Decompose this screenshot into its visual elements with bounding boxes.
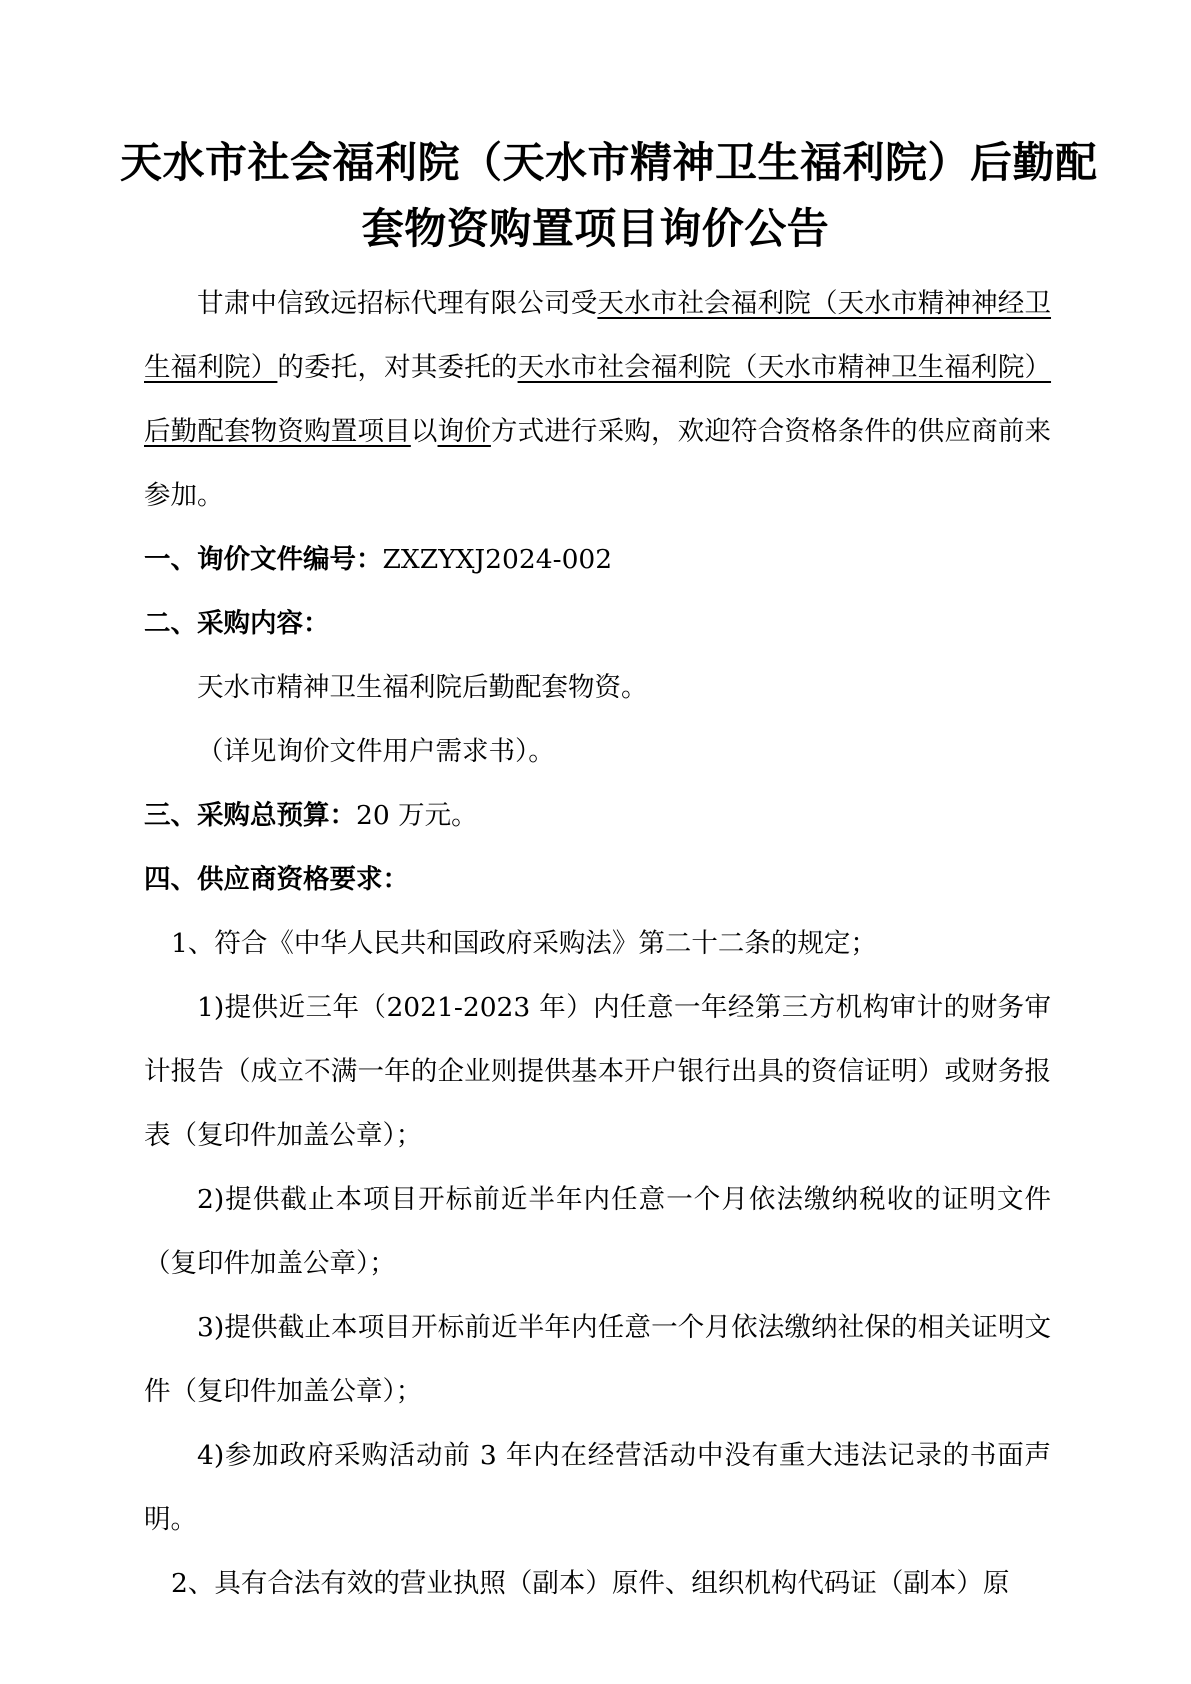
intro-tail: 方式进行采购，欢迎符合资格条件的供应商前来参加。 bbox=[144, 416, 1052, 511]
document-number: ZXZYXJ2024-002 bbox=[382, 544, 613, 575]
procurement-content: 天水市精神卫生福利院后勤配套物资。 bbox=[197, 672, 648, 703]
budget-value: 20 万元。 bbox=[356, 800, 478, 831]
title-line-2: 套物资购置项目询价公告 bbox=[361, 204, 830, 253]
intro-by: 以 bbox=[410, 416, 438, 447]
procurement-note: （详见询价文件用户需求书）。 bbox=[197, 736, 555, 767]
intro-project: 天水市社会福利院（天水市精神卫生福利院）后勤配套物资购置项目 bbox=[144, 352, 1052, 447]
section-2-heading: 二、采购内容： bbox=[144, 608, 330, 639]
requirement-sub-1: 1)提供近三年（2021-2023 年）内任意一年经第三方机构审计的财务审计报告（成立不满一年的企业则提供基本开户银行出具的资信证明）或财务报表（复印件加盖公章）； bbox=[144, 992, 1051, 1151]
section-1 bbox=[144, 528, 1051, 592]
intro-paragraph bbox=[144, 272, 1051, 528]
title-line-1: 天水市社会福利院（天水市精神卫生福利院）后勤配 bbox=[120, 138, 1098, 187]
intro-agency: 甘肃中信致远招标代理有限公司受 bbox=[197, 288, 598, 319]
section-1-heading: 一、询价文件编号： bbox=[144, 544, 383, 575]
section-4-heading: 四、供应商资格要求： bbox=[144, 864, 409, 895]
intro-client: 天水市社会福利院（天水市精神神经卫生福利院） bbox=[144, 288, 1052, 383]
requirement-sub-3: 3)提供截止本项目开标前近半年内任意一个月依法缴纳社保的相关证明文件（复印件加盖公章）； bbox=[144, 1312, 1051, 1407]
document-body bbox=[144, 272, 1051, 1616]
page-title bbox=[120, 130, 1098, 262]
requirement-item-1: 1、符合《中华人民共和国政府采购法》第二十二条的规定； bbox=[171, 928, 877, 959]
requirement-sub-2: 2)提供截止本项目开标前近半年内任意一个月依法缴纳税收的证明文件（复印件加盖公章）； bbox=[144, 1184, 1051, 1279]
requirement-sub-4: 4)参加政府采购活动前 3 年内在经营活动中没有重大违法记录的书面声明。 bbox=[144, 1440, 1051, 1535]
section-3-heading: 三、采购总预算： bbox=[144, 800, 356, 831]
intro-mid: 的委托，对其委托的 bbox=[277, 352, 518, 383]
section-3 bbox=[144, 784, 1051, 848]
intro-method: 询价 bbox=[437, 416, 491, 447]
requirement-item-2: 2、具有合法有效的营业执照（副本）原件、组织机构代码证（副本）原 bbox=[171, 1568, 1010, 1599]
